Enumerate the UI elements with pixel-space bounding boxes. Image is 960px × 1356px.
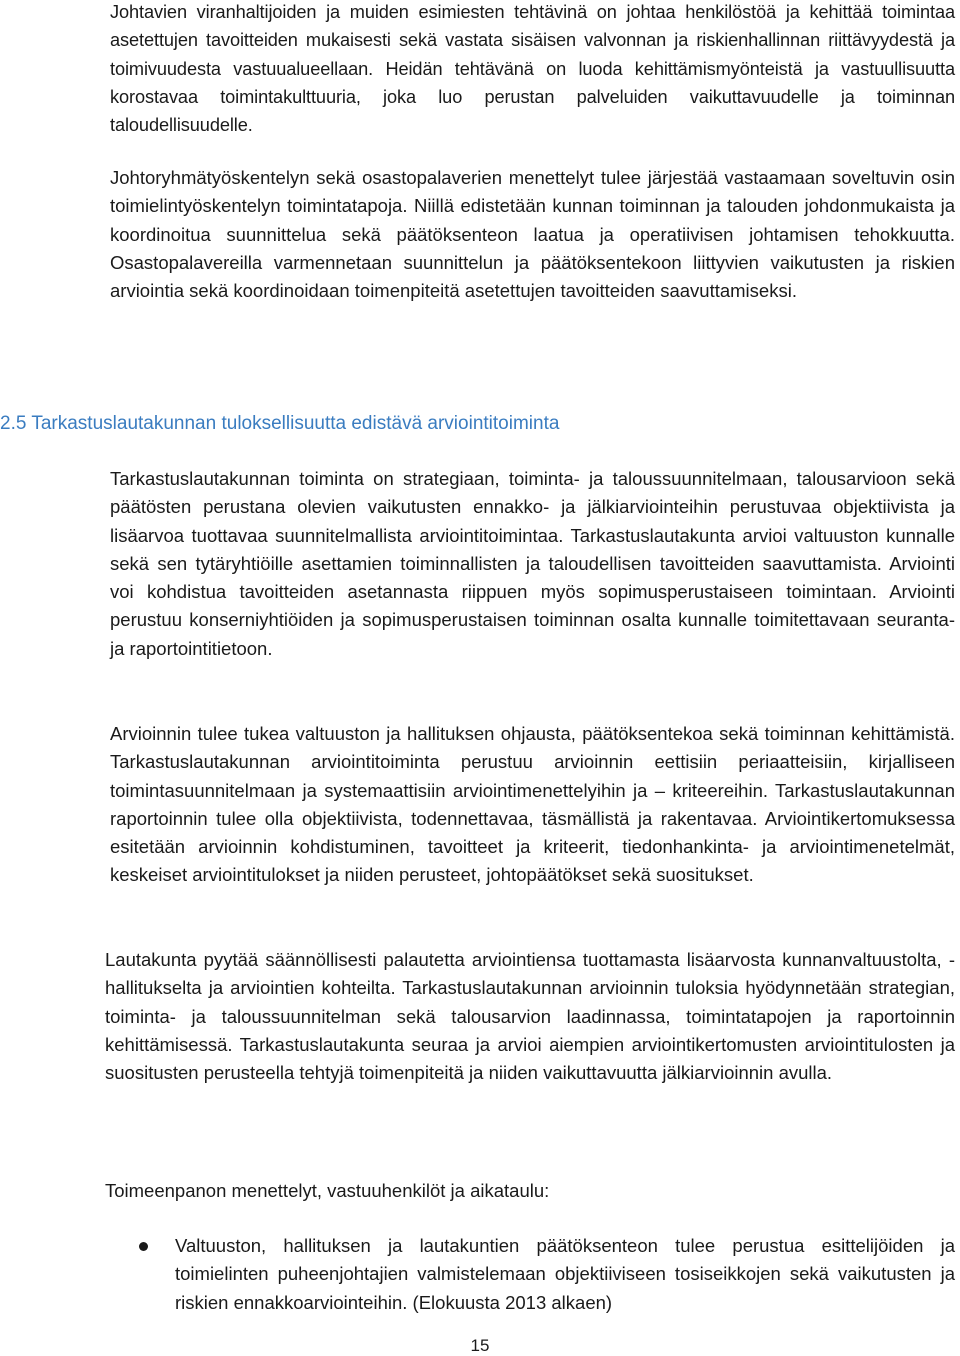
paragraph-management-duties: Johtavien viranhaltijoiden ja muiden esimiesten tehtävinä on johtaa henkilöstöä ja kehittää toimintaa asetettujen tavoitteiden mukaisesti sekä vastata sisäisen valvonnan ja riskienhallinnan riittävyydestä ja toimivuudesta vastuualueellaan. Heidän tehtävänä on luoda kehittämismyönteistä ja vastuullisuutta korostavaa toimintakulttuuria, joka luo perustan palveluiden vaikuttavuudelle ja toiminnan taloudellisuudelle. bbox=[110, 2, 955, 136]
section-heading: 2.5 Tarkastuslautakunnan tuloksellisuutta edistävä arviointitoiminta bbox=[0, 413, 560, 434]
bullet-icon bbox=[139, 1242, 148, 1251]
paragraph-evaluation-support: Arvioinnin tulee tukea valtuuston ja hallituksen ohjausta, päätöksentekoa sekä toiminnan kehittämistä. Tarkastuslautakunnan arviointitoiminta perustuu arvioinnin eettisiin periaatteisiin, kirjalliseen toimintasuunnitelmaan ja systemaattisiin arviointimenettelyihin ja – kriteereihin. Tarkastuslautakunnan raportoinnin tulee olla objektiivista, todennettavaa, täsmällistä ja rakentavaa. Arviointikertomuksessa esitetään arvioinnin kohdistuminen, tavoitteet ja kriteerit, tiedonhankinta- ja arviointimenetelmät, keskeiset arviointitulokset ja niiden perusteet, johtopäätökset sekä suositukset. bbox=[110, 723, 955, 886]
implementation-list bbox=[0, 1232, 960, 1317]
list-item bbox=[0, 1232, 960, 1317]
paragraph-feedback-followup: Lautakunta pyytää säännöllisesti palautetta arviointiensa tuottamasta lisäarvosta kunnanvaltuustolta, -hallitukselta ja arviointien kohteilta. Tarkastuslautakunnan arvioinnin tuloksia hyödynnetään strategian, toiminta- ja taloussuunnitelman sekä talousarvion laadinnassa, toimintatapojen ja raportoinnin kehittämisessä. Tarkastuslautakunta seuraa ja arvioi aiempien arviointikertomusten arviointitulosten ja suositusten perusteella tehtyjä toimenpiteitä ja niiden vaikuttavuutta jälkiarvioinnin avulla. bbox=[105, 949, 955, 1084]
page-number: 15 bbox=[470, 1336, 490, 1355]
paragraph-management-groups: Johtoryhmätyöskentelyn sekä osastopalaverien menettelyt tulee järjestää vastaamaan soveltuvin osin toimielintyöskentelyn toimintatapoja. Niillä edistetään kunnan toiminnan ja talouden johdonmukaista ja koordinoitua suunnittelua sekä päätöksenteon laatua ja operatiivisen johtamisen tehokkuutta. Osastopalavereilla varmennetaan suunnittelun ja päätöksentekoon liittyvien vaikutusten ja riskien arviointia sekä koordinoidaan toimenpiteitä asetettujen tavoitteiden saavuttamiseksi. bbox=[110, 167, 955, 302]
list-item-text: Valtuuston, hallituksen ja lautakuntien päätöksenteon tulee perustua esittelijöiden ja toimielinten puheenjohtajien valmistelemaan objektiiviseen tosiseikkojen sekä vaikutusten ja riskien ennakkoarviointeihin. (Elokuusta 2013 alkaen) bbox=[175, 1235, 955, 1313]
implementation-intro: Toimeenpanon menettelyt, vastuuhenkilöt ja aikataulu: bbox=[105, 1180, 550, 1201]
paragraph-audit-committee-activity: Tarkastuslautakunnan toiminta on strategiaan, toiminta- ja taloussuunnitelmaan, talousarvioon sekä päätösten perustana olevien vaikutusten ennakko- ja jälkiarviointeihin perustuvaa objektiivista ja lisäarvoa tuottavaa suunnitelmallista arviointitoimintaa. Tarkastuslautakunta arvioi valtuuston kunnalle sekä sen tytäryhtiöille asettamien toiminnallisten ja taloudellisen tavoitteiden saavuttamista. Arviointi voi kohdistua tavoitteiden asetannasta riippuen myös sopimusperustaiseen toimintaan. Arviointi perustuu konserniyhtiöiden ja sopimusperustaisen toiminnan osalta kunnalle toimitettavaan seuranta- ja raportointitietoon. bbox=[110, 468, 955, 659]
